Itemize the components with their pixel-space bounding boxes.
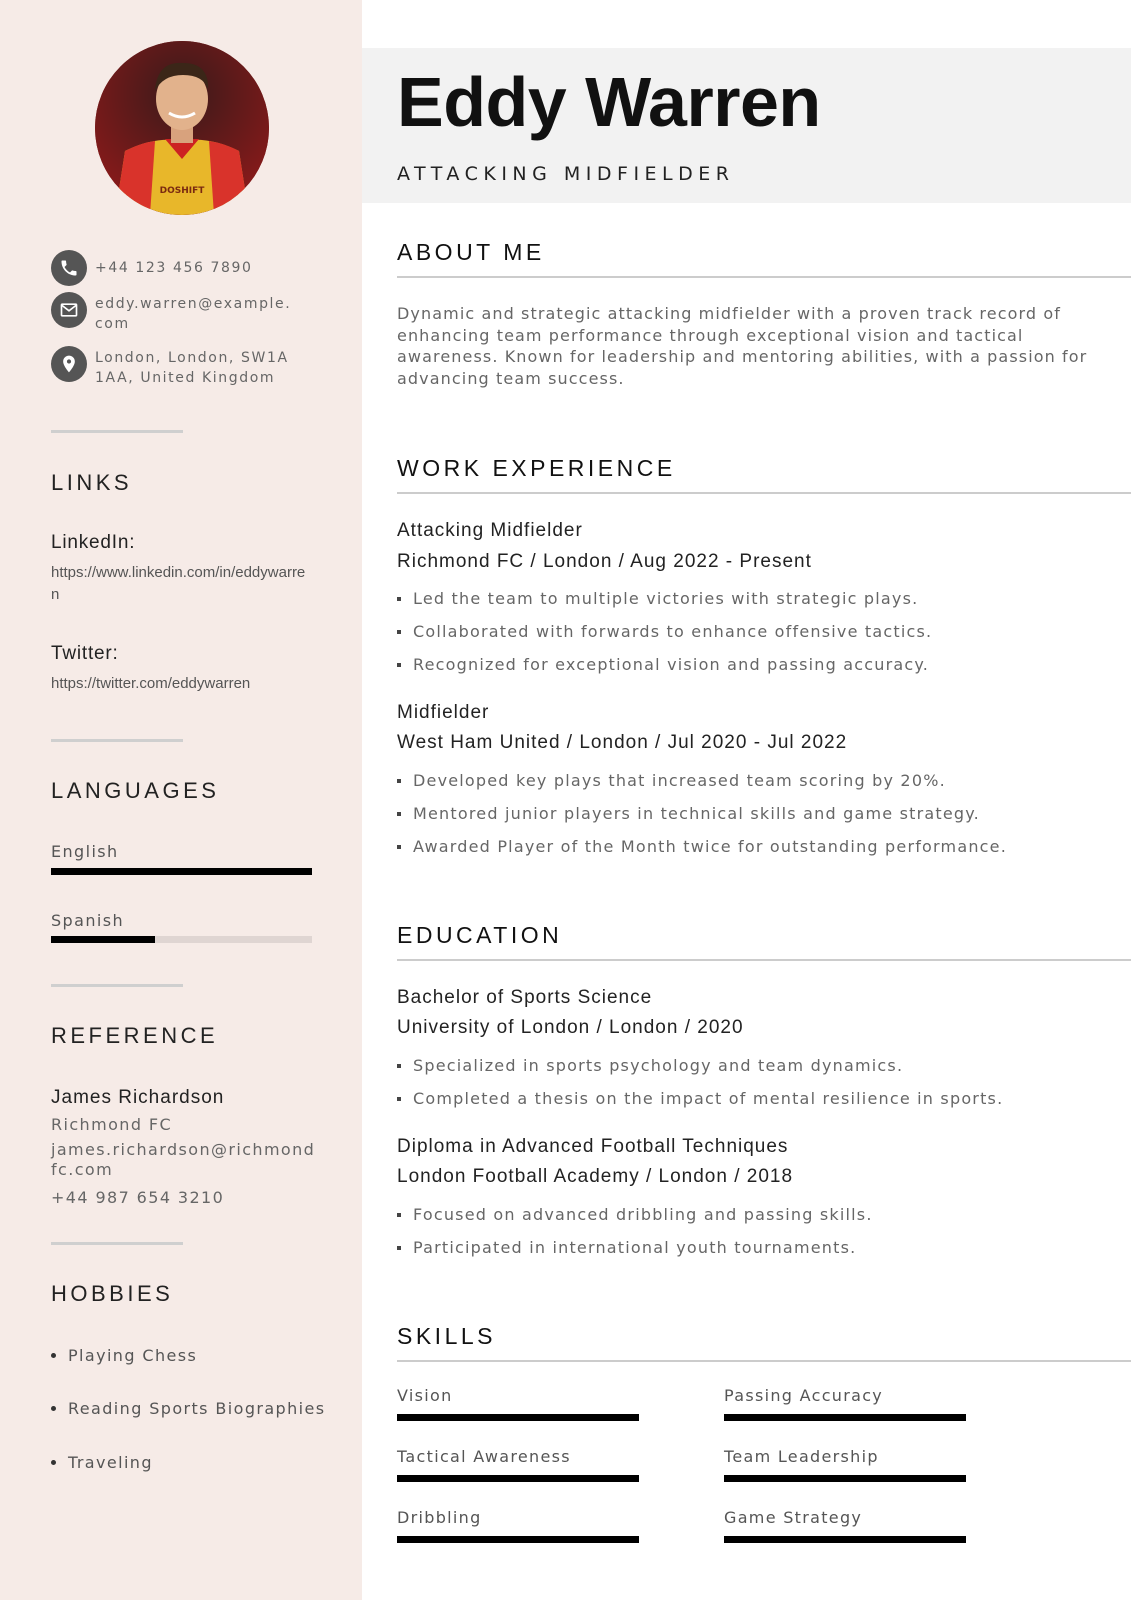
education-bullet [397, 1089, 1003, 1108]
job-role: Attacking Midfielder [397, 520, 583, 541]
job-meta: Richmond FC / London / Aug 2022 - Present [397, 551, 812, 572]
education-bullet [397, 1238, 856, 1257]
skill-bar [397, 1475, 639, 1482]
bullet-text: Focused on advanced dribbling and passing skills. [413, 1205, 873, 1224]
bullet-text: Collaborated with forwards to enhance offensive tactics. [413, 622, 933, 641]
location-pin-icon [51, 346, 87, 382]
hobby-item [51, 1399, 325, 1418]
contact-email [51, 292, 300, 334]
divider [51, 430, 183, 433]
skill-label: Team Leadership [724, 1447, 879, 1466]
contact-phone [51, 250, 300, 286]
hobby-item [51, 1453, 153, 1472]
bullet-text: Led the team to multiple victories with strategic plays. [413, 589, 919, 608]
hobby-item [51, 1346, 197, 1365]
email-icon [51, 292, 87, 328]
bullet-square [397, 845, 401, 849]
skill-bar [724, 1414, 966, 1421]
job-bullet [397, 837, 1007, 856]
skill-bar [397, 1414, 639, 1421]
twitter-label: Twitter: [51, 643, 119, 664]
job-bullet [397, 655, 929, 674]
language-label-english: English [51, 842, 119, 861]
language-fill-spanish [51, 936, 155, 943]
divider [51, 1242, 183, 1245]
language-bar-spanish [51, 936, 312, 943]
education-heading: EDUCATION [397, 922, 563, 948]
sidebar [0, 0, 362, 1600]
hobby-text: Playing Chess [68, 1346, 198, 1365]
language-fill-english [51, 868, 312, 875]
degree-title: Bachelor of Sports Science [397, 987, 653, 1008]
skill-bar [724, 1475, 966, 1482]
job-bullet [397, 771, 946, 790]
bullet-square [397, 1213, 401, 1217]
reference-heading: REFERENCE [51, 1023, 219, 1048]
job-bullet [397, 622, 932, 641]
reference-company: Richmond FC [51, 1115, 173, 1134]
language-bar-english [51, 868, 312, 875]
linkedin-link[interactable]: https://www.linkedin.com/in/eddywarren [51, 564, 306, 603]
bullet-text: Developed key plays that increased team scoring by 20%. [413, 771, 946, 790]
about-text: Dynamic and strategic attacking midfielder with a proven track record of enhancing team performance through exceptional vision and tactical awareness. Known for leadership and mentoring abilities, with a passion for advancing team success. [397, 304, 1088, 388]
about-heading: ABOUT ME [397, 239, 545, 265]
skill-label: Game Strategy [724, 1508, 863, 1527]
bullet-square [397, 779, 401, 783]
contact-address [51, 346, 300, 388]
job-bullet [397, 804, 980, 823]
bullet-text: Mentored junior players in technical skills and game strategy. [413, 804, 980, 823]
candidate-title: ATTACKING MIDFIELDER [397, 163, 735, 185]
profile-photo [95, 41, 269, 215]
bullet-text: Completed a thesis on the impact of mental resilience in sports. [413, 1089, 1004, 1108]
bullet-dot [51, 1353, 56, 1358]
bullet-square [397, 630, 401, 634]
job-role: Midfielder [397, 702, 490, 723]
links-heading: LINKS [51, 470, 133, 495]
email-text[interactable]: eddy.warren@example.com [95, 296, 292, 332]
bullet-text: Recognized for exceptional vision and passing accuracy. [413, 655, 930, 674]
section-rule [397, 959, 1131, 961]
experience-heading: WORK EXPERIENCE [397, 455, 676, 481]
degree-meta: London Football Academy / London / 2018 [397, 1166, 794, 1187]
linkedin-label: LinkedIn: [51, 532, 136, 553]
skills-heading: SKILLS [397, 1323, 496, 1349]
bullet-dot [51, 1460, 56, 1465]
bullet-square [397, 812, 401, 816]
reference-phone: +44 987 654 3210 [51, 1188, 225, 1207]
job-bullet [397, 589, 918, 608]
education-bullet [397, 1056, 903, 1075]
hobby-text: Reading Sports Biographies [68, 1399, 326, 1418]
bullet-square [397, 1097, 401, 1101]
bullet-square [397, 663, 401, 667]
language-label-spanish: Spanish [51, 911, 124, 930]
degree-meta: University of London / London / 2020 [397, 1017, 744, 1038]
reference-name: James Richardson [51, 1087, 225, 1108]
twitter-link[interactable]: https://twitter.com/eddywarren [51, 675, 251, 692]
skill-label: Dribbling [397, 1508, 482, 1527]
education-bullet [397, 1205, 873, 1224]
job-meta: West Ham United / London / Jul 2020 - Jul 2022 [397, 732, 848, 753]
hobbies-heading: HOBBIES [51, 1281, 174, 1306]
languages-heading: LANGUAGES [51, 778, 220, 803]
bullet-text: Specialized in sports psychology and team dynamics. [413, 1056, 904, 1075]
reference-email[interactable]: james.richardson@richmondfc.com [51, 1140, 316, 1179]
hobby-text: Traveling [68, 1453, 153, 1472]
bullet-square [397, 597, 401, 601]
phone-icon [51, 250, 87, 286]
address-text: London, London, SW1A 1AA, United Kingdom [95, 350, 289, 386]
bullet-dot [51, 1406, 56, 1411]
bullet-square [397, 1246, 401, 1250]
bullet-text: Participated in international youth tournaments. [413, 1238, 857, 1257]
section-rule [397, 1360, 1131, 1362]
skill-label: Vision [397, 1386, 453, 1405]
svg-text:DOSHIFT: DOSHIFT [159, 186, 205, 196]
section-rule [397, 492, 1131, 494]
candidate-name: Eddy Warren [397, 63, 821, 141]
skill-bar [397, 1536, 639, 1543]
skill-label: Tactical Awareness [397, 1447, 571, 1466]
bullet-square [397, 1064, 401, 1068]
phone-text: +44 123 456 7890 [95, 260, 253, 276]
divider [51, 739, 183, 742]
degree-title: Diploma in Advanced Football Techniques [397, 1136, 789, 1157]
divider [51, 984, 183, 987]
bullet-text: Awarded Player of the Month twice for outstanding performance. [413, 837, 1008, 856]
section-rule [397, 276, 1131, 278]
skill-bar [724, 1536, 966, 1543]
skill-label: Passing Accuracy [724, 1386, 884, 1405]
